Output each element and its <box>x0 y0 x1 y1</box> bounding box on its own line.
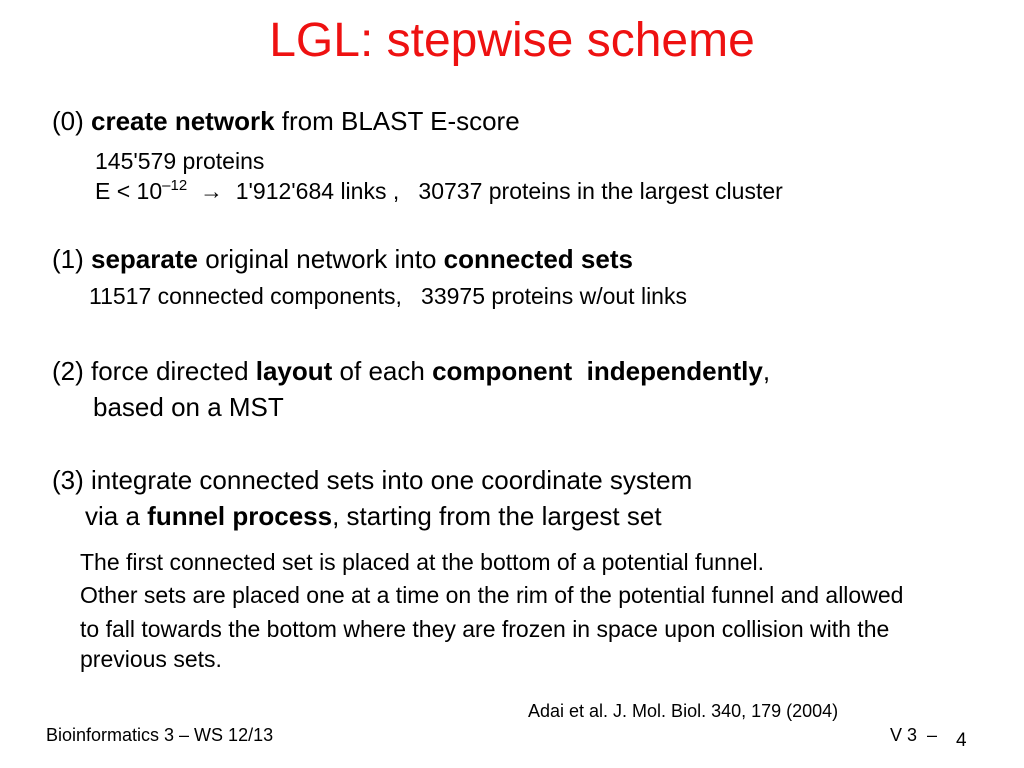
step3-detail-funnel <box>85 502 662 532</box>
text-segment: The first connected set is placed at the bottom of a potential funnel. <box>80 549 765 575</box>
text-segment-bold: create network <box>91 106 275 136</box>
text-segment: 11517 connected components, 33975 proteins w/out links <box>89 283 687 309</box>
text-segment-bold: separate <box>91 244 198 274</box>
step0-heading <box>52 107 520 137</box>
text-segment: (1) <box>52 244 91 274</box>
note-line-2 <box>80 582 903 608</box>
text-segment-bold: funnel process <box>147 501 333 531</box>
citation: Adai et al. J. Mol. Biol. 340, 179 (2004) <box>528 701 839 721</box>
step2-heading <box>52 357 770 387</box>
text-segment: to fall towards the bottom where they are frozen in space upon collision with the <box>80 616 890 642</box>
text-segment: , <box>762 356 771 386</box>
step1-heading <box>52 245 633 275</box>
footer-lecture-number: V 3 – <box>890 725 938 745</box>
text-segment-bold: connected sets <box>443 244 633 274</box>
text-segment: (2) force directed <box>52 356 256 386</box>
step0-detail-proteins <box>95 148 264 174</box>
text-segment: Other sets are placed one at a time on the rim of the potential funnel and allowed <box>80 582 904 608</box>
step3-heading <box>52 466 692 496</box>
text-segment-bold: component independently <box>432 356 763 386</box>
text-segment: (3) integrate connected sets into one coordinate system <box>52 465 693 495</box>
note-line-1 <box>80 549 764 575</box>
step1-detail-components <box>89 283 687 309</box>
footer-page-number: 4 <box>956 730 967 751</box>
text-segment: previous sets. <box>80 646 222 672</box>
text-segment: (0) <box>52 106 91 136</box>
note-line-4 <box>80 646 222 672</box>
text-segment: , starting from the largest set <box>332 501 662 531</box>
step0-detail-escore <box>95 178 783 204</box>
text-segment: via a <box>85 501 148 531</box>
footer-course: Bioinformatics 3 – WS 12/13 <box>46 725 274 745</box>
text-segment: → 1'912'684 links , 30737 proteins in the largest cluster <box>187 178 783 204</box>
text-segment: E < 10 <box>95 178 163 204</box>
note-line-3 <box>80 616 889 642</box>
text-segment-bold: layout <box>255 356 333 386</box>
step2-detail-mst <box>93 393 284 423</box>
text-segment: of each <box>332 356 433 386</box>
text-segment: 145'579 proteins <box>95 148 265 174</box>
exponent-superscript: –12 <box>162 177 188 194</box>
slide-title: LGL: stepwise scheme <box>269 14 755 67</box>
text-segment: from BLAST E-score <box>274 106 520 136</box>
text-segment: based on a MST <box>93 392 284 422</box>
text-segment: original network into <box>197 244 444 274</box>
